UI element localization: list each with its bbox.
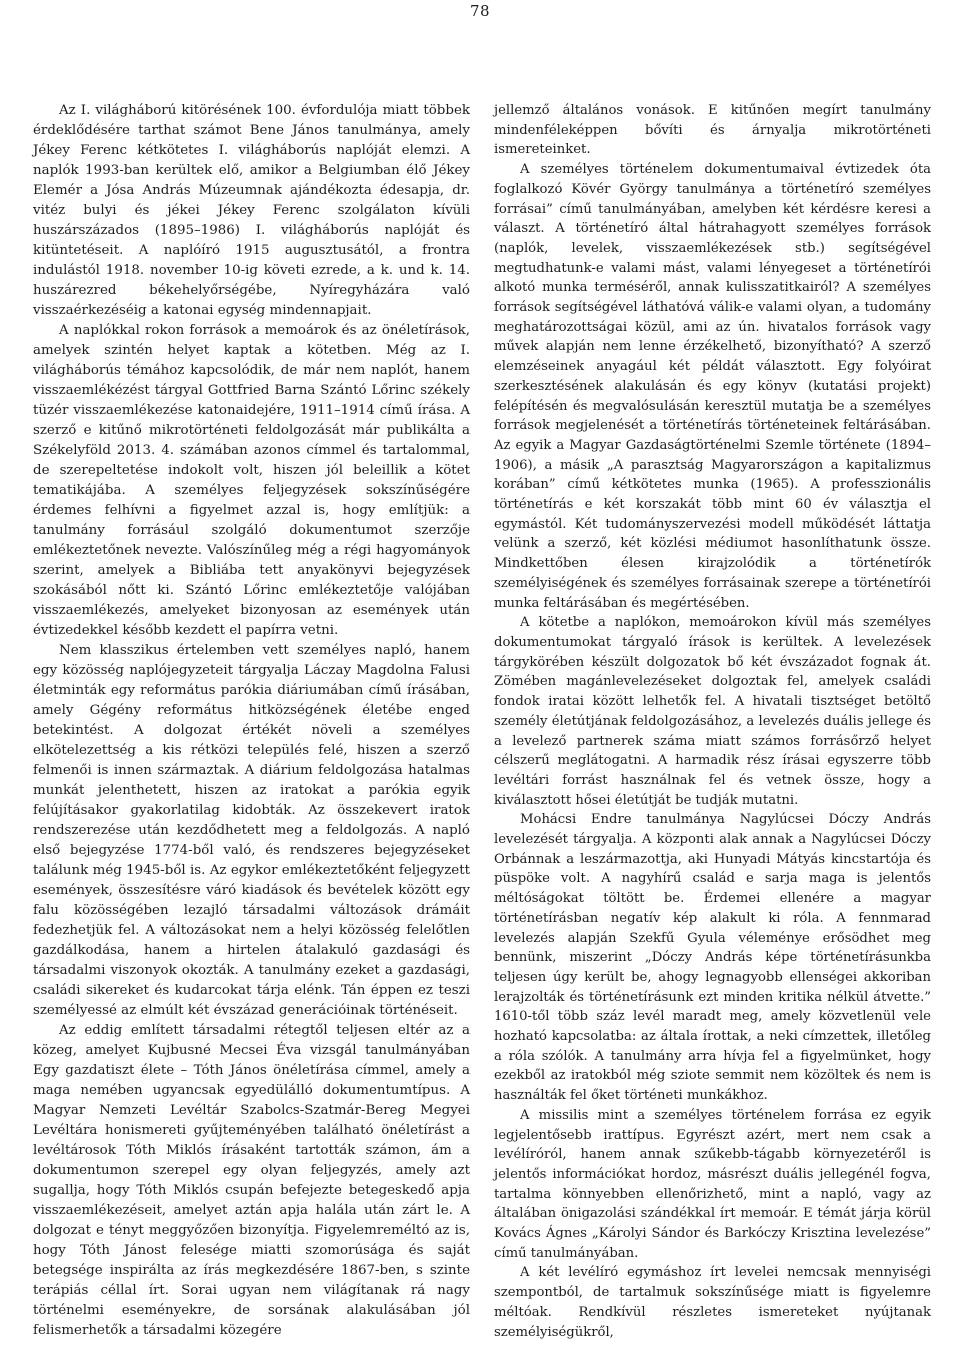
left-column xyxy=(33,101,470,1341)
paragraph: Mohácsi Endre tanulmánya Nagylúcsei Dóczy András levelezését tárgyalja. A központi alak annak a Nagylúcsei Dóczy Orbánnak a leszármazottja, aki Hunyadi Mátyás kincstartója és püspöke volt. A nagyhírű család e sarja maga is jelentős méltóságokat töltött be. Érdemei ellenére a magyar történetírásban negatív kép alakult ki róla. A fennmarad levelezés alapján Szekfű Gyula véleménye erősödhet meg bennünk, miszerint „Dóczy András képe történetírásunkba teljesen úgy került be, ahogy legnagyobb ellenségei akkoriban lerajzolták és történetírásunk ezt minden kritika nélkül átvette.” 1610-től több száz levél maradt meg, amely közvetlenül vele hozható kapcsolatba: az általa írottak, a neki címzettek, illetőleg a róla szólók. A tanulmány arra hívja fel a figyelmünket, hogy ezekből az iratokból még sziote semmit nem közöltek és nem is használták fel őket történeti munkákhoz. xyxy=(494,812,931,1104)
paragraph-continued: jellemző általános vonások. E kitűnően megírt tanulmány mindenféleképpen bővíti és árnyalja mikrotörténeti ismereteinket. xyxy=(494,103,931,158)
paragraph: A kötetbe a naplókon, memoárokon kívül más személyes dokumentumokat tárgyaló írások is kerültek. A levelezések tárgykörében készült dolgozatok bő két évszázadot fognak át. Zömében magánlevelezéseket dolgoztak fel, amelyek családi fondok iratai között lelhetők fel. A hivatali tisztséget betöltő személy életútjának feldolgozásához, a levelezés duális jellege és a levelező partnerek száma miatt számos forrásőrző helyet célszerű meglátogatni. A harmadik rész írásai egyszerre több levéltári forrást használnak fel és vetnek össze, hogy a kiválasztott hősei életútját be tudják mutatni. xyxy=(494,615,931,808)
paragraph: A missilis mint a személyes történelem forrása ez egyik legjelentősebb irattípus. Egyrészt azért, mert nem csak a levélíróról, hanem annak szűkebb-tágabb környezetéről is jelentős információkat hordoz, másrészt duális jellegénél fogva, tartalma könnyebben ellenőrizhető, mint a napló, vagy az általában önigazolási szándékkal írt memoár. E témát járja körül Kovács Ágnes „Károlyi Sándor és Barkóczy Krisztina levelezése” című tanulmányában. xyxy=(494,1107,931,1261)
paragraph: Az I. világháború kitörésének 100. évfordulója miatt többek érdeklődésére tarthat számot Bene János tanulmánya, amely Jékey Ferenc kétkötetes I. világháborús naplóját elemzi. A naplók 1993-ban kerültek elő, amikor a Belgiumban élő Jékey Elemér a Jósa András Múzeumnak ajándékozta édesapja, dr. vitéz bulyi és jékei Jékey Ferenc szolgálaton kívüli huszárszázados (1895–1986) I. világháborús naplóját és kitüntetéseit. A naplóíró 1915 augusztusától, a frontra indulástól 1918. november 10-ig követi ezrede, a k. und k. 14. huszárezred békehelyőrségébe, Nyíregyházára való visszaérkezéséig a katonai egység mindennapjait. xyxy=(33,103,470,318)
paragraph: Az eddig említett társadalmi rétegtől teljesen eltér az a közeg, amelyet Kujbusné Mecsei Éva vizsgál tanulmányában Egy gazdatiszt élete – Tóth János önéletírása címmel, amely a maga nemében ugyancsak egyedülálló dokumentumtípus. A Magyar Nemzeti Levéltár Szabolcs-Szatmár-Bereg Megyei Levéltára honismereti gyűjteményében található önéletírást a levéltárosok Tóth Miklós írásaként tartották számon, ám a dokumentumon szerepel egy olyan feljegyzés, amely azt sugallja, hogy Tóth Miklós csupán befejezte betegeskedő apja visszaemlékezéseit, amelyet aztán apja halála után zárt le. A dolgozat e tényt meggyőzően bizonyítja. Figyelemreméltó az is, hogy Tóth Jánost felesége miatti szomorúsága és saját betegsége inspirálta az írás megkezdésére 1867-ben, s szinte terápiás céllal írt. Sorai ugyan nem világítanak rá nagy történelmi eseményekre, de sorsának alakulásában jól felismerhetők a társadalmi közegére xyxy=(33,1023,470,1338)
page-number: 78 xyxy=(469,2,491,20)
paragraph: Nem klasszikus értelemben vett személyes napló, hanem egy közösség naplójegyzeteit tárgyalja Láczay Magdolna Falusi életminták egy református parókia diáriumában című írásában, amely Gégény református hitközségének életébe enged betekintést. A dolgozat értékét növeli a személyes elkötelezettség a kis rétközi település felé, hiszen a szerző felmenői is innen származtak. A diárium feldolgozása hatalmas munkát jelenthetett, hiszen az iratokat a parókia egyik felújításakor gyakorlatilag kidobták. Az összekevert iratok rendszerezése után kezdődhetett meg a feldolgozás. A napló első bejegyzése 1774-ből való, és rendszeres bejegyzéseket találunk még 1945-ből is. Az egykor emlékeztetőként feljegyzett események, összesítésre váró kiadások és bevételek között egy falu közösségében lezajló társadalmi változások drámáit fedezhetjük fel. A változásokat nem a helyi közösség felelőtlen gazdálkodása, hanem a hirtelen átalakuló gazdasági és társadalmi viszonyok okozták. A tanulmány ezeket a gazdasági, családi sikereket és kudarcokat tárja elénk. Tán éppen ez teszi személyessé az elmúlt két évszázad generációinak történéseit. xyxy=(33,643,470,1018)
paragraph: A két levélíró egymáshoz írt levelei nemcsak mennyiségi szempontból, de tartalmuk sokszínűsége miatt is figyelemre méltóak. Rendkívül részletes ismereteket nyújtanak személyiségükről, xyxy=(494,1265,931,1340)
right-column xyxy=(494,101,931,1342)
paragraph: A személyes történelem dokumentumaival évtizedek óta foglalkozó Kövér György tanulmánya a történetíró személyes forrásai” című tanulmányában, amelyben két kérdésre keresi a választ. A történetíró által hátrahagyott személyes források (naplók, levelek, visszaemlékezések stb.) segítségével megtudhatunk-e valami mást, valami lényegeset a történetírói alkotó munka terméséről, annak kulisszatitkairól? A személyes források segítségével láthatóvá válik-e valami olyan, a tudomány meghatározottságai közül, ami az ún. hivatalos források vagy művek alapján nem lenne érzékelhető, bizonyítható? A szerző elemzéseinek anyagául két példát választott. Egy folyóirat szerkesztésének alakulásán és egy könyv (kutatási projekt) felépítésén és megvalósulásán keresztül mutatja be a személyes források megjelenését a történetírás történeteinek feltárásában. Az egyik a Magyar Gazdaságtörténelmi Szemle története (1894–1906), a másik „A parasztság Magyarországon a kapitalizmus korában” című kétkötetes munka (1965). A professzionális történetírás e két korszakát több mint 60 év választja el egymástól. Két tudományszervezési modell működését láttatja velünk a szerző, két közlési médiumot hasonlíthatunk össze. Mindkettőben élesen kirajzolódik a történetírók személyiségének és személyes forrásainak szerepe a történetírói munka feltárásában és megértésében. xyxy=(494,162,931,611)
paragraph: A naplókkal rokon források a memoárok és az önéletírások, amelyek szintén helyet kaptak a kötetben. Még az I. világháborús témához kapcsolódik, de már nem naplót, hanem visszaemlékézést tárgyal Gottfried Barna Szántó Lőrinc székely tüzér visszaemlékezése katonaidejére, 1911–1914 című írása. A szerző e kitűnő mikrotörténeti feldolgozását már publikálta a Székelyföld 2013. 4. számában azonos címmel és tartalommal, de szerepeltetése indokolt volt, hiszen jól beleillik a kötet tematikájába. A személyes feljegyzések sokszínűségére érdemes felhívni a figyelmet azzal is, hogy említjük: a tanulmány forrásául szolgáló dokumentumot szerzője emlékeztetőnek nevezte. Valószínűleg még a régi hagyományok szerint, amelyek a Bibliába tett anyakönyvi bejegyzések szokásából nőtt ki. Szántó Lőrinc emlékeztetője valójában visszaemlékezés, amelyeket bizonyosan az események után évtizedekkel később kezdett el papírra vetni. xyxy=(33,323,470,638)
